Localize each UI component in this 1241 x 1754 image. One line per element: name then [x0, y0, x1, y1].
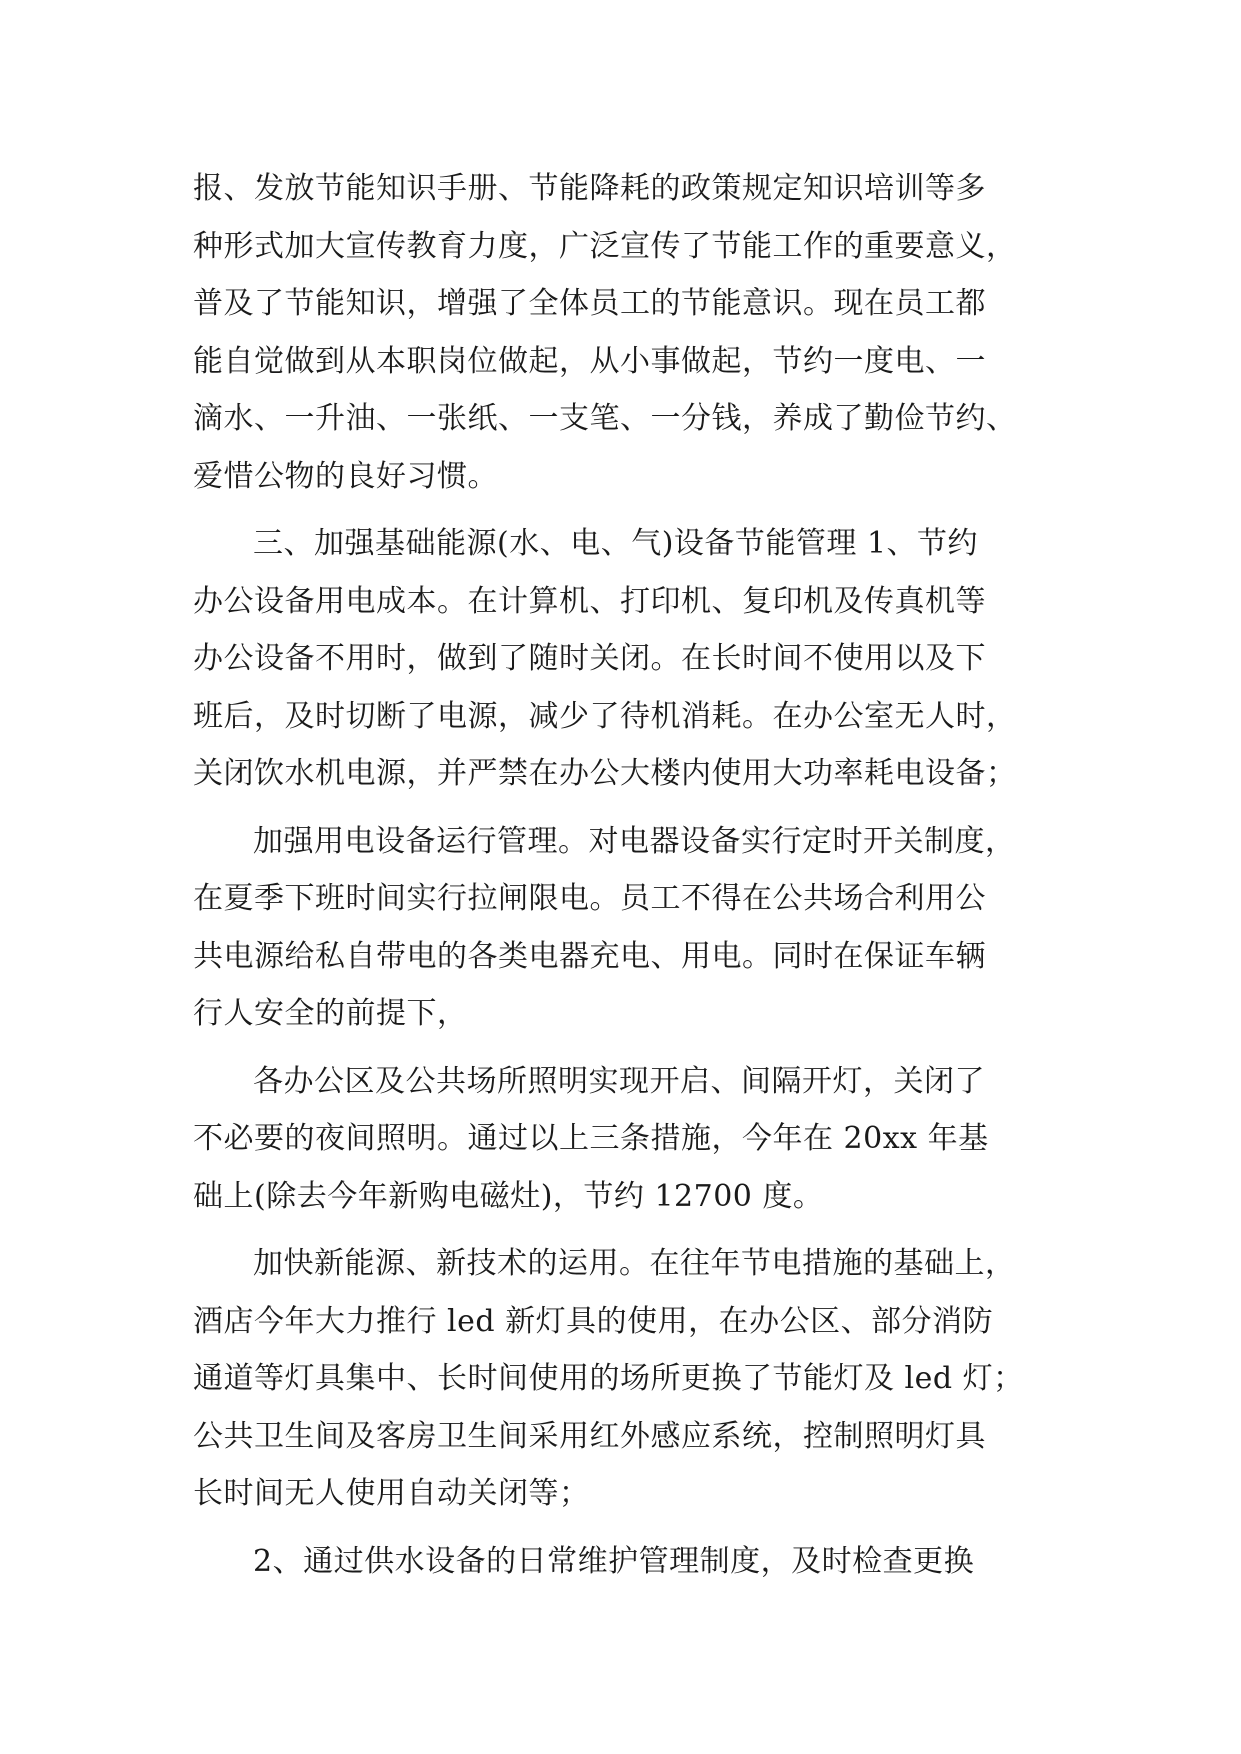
text-line: 础上(除去今年新购电磁灶)，节约 12700 度。 [193, 1178, 824, 1214]
text-line: 能自觉做到从本职岗位做起，从小事做起，节约一度电、一 [193, 343, 986, 379]
text-line: 报、发放节能知识手册、节能降耗的政策规定知识培训等多 [193, 171, 986, 206]
text-line: 公共卫生间及客房卫生间采用红外感应系统，控制照明灯具 [193, 1418, 986, 1454]
text-line: 种形式加大宣传教育力度，广泛宣传了节能工作的重要意义， [193, 228, 1017, 264]
paragraph-lighting [193, 1053, 1073, 1226]
text-line: 通道等灯具集中、长时间使用的场所更换了节能灯及 led 灯； [193, 1361, 1024, 1396]
paragraph-new-technology [193, 1235, 1073, 1523]
paragraph-energy-awareness [193, 160, 1073, 505]
paragraph-electrical-equipment [193, 813, 1073, 1043]
text-line: 普及了节能知识，增强了全体员工的节能意识。现在员工都 [193, 286, 986, 321]
text-line: 滴水、一升油、一张纸、一支笔、一分钱，养成了勤俭节约、 [193, 401, 1017, 436]
text-line: 酒店今年大力推行 led 新灯具的使用，在办公区、部分消防 [193, 1303, 994, 1339]
paragraph-water-supply [193, 1533, 1073, 1591]
text-line: 三、加强基础能源(水、电、气)设备节能管理 1、节约 [253, 526, 979, 561]
text-line: 爱惜公物的良好习惯。 [193, 458, 498, 494]
document-body [193, 160, 1073, 1590]
text-line: 加快新能源、新技术的运用。在往年节电措施的基础上， [253, 1246, 1016, 1281]
text-line: 在夏季下班时间实行拉闸限电。员工不得在公共场合利用公 [193, 881, 986, 916]
text-line: 长时间无人使用自动关闭等； [193, 1476, 590, 1511]
paragraph-basic-energy-management [193, 515, 1073, 803]
text-line: 行人安全的前提下， [193, 996, 468, 1031]
text-line: 加强用电设备运行管理。对电器设备实行定时开关制度， [253, 823, 1016, 859]
text-line: 各办公区及公共场所照明实现开启、间隔开灯，关闭了 [253, 1063, 985, 1099]
text-line: 班后，及时切断了电源，减少了待机消耗。在办公室无人时， [193, 698, 1017, 734]
text-line: 2、通过供水设备的日常维护管理制度，及时检查更换 [253, 1543, 975, 1579]
text-line: 不必要的夜间照明。通过以上三条措施，今年在 20xx 年基 [193, 1121, 989, 1156]
text-line: 关闭饮水机电源，并严禁在办公大楼内使用大功率耗电设备； [193, 756, 1017, 791]
text-line: 办公设备不用时，做到了随时关闭。在长时间不使用以及下 [193, 641, 986, 676]
text-line: 办公设备用电成本。在计算机、打印机、复印机及传真机等 [193, 583, 986, 619]
text-line: 共电源给私自带电的各类电器充电、用电。同时在保证车辆 [193, 938, 986, 974]
